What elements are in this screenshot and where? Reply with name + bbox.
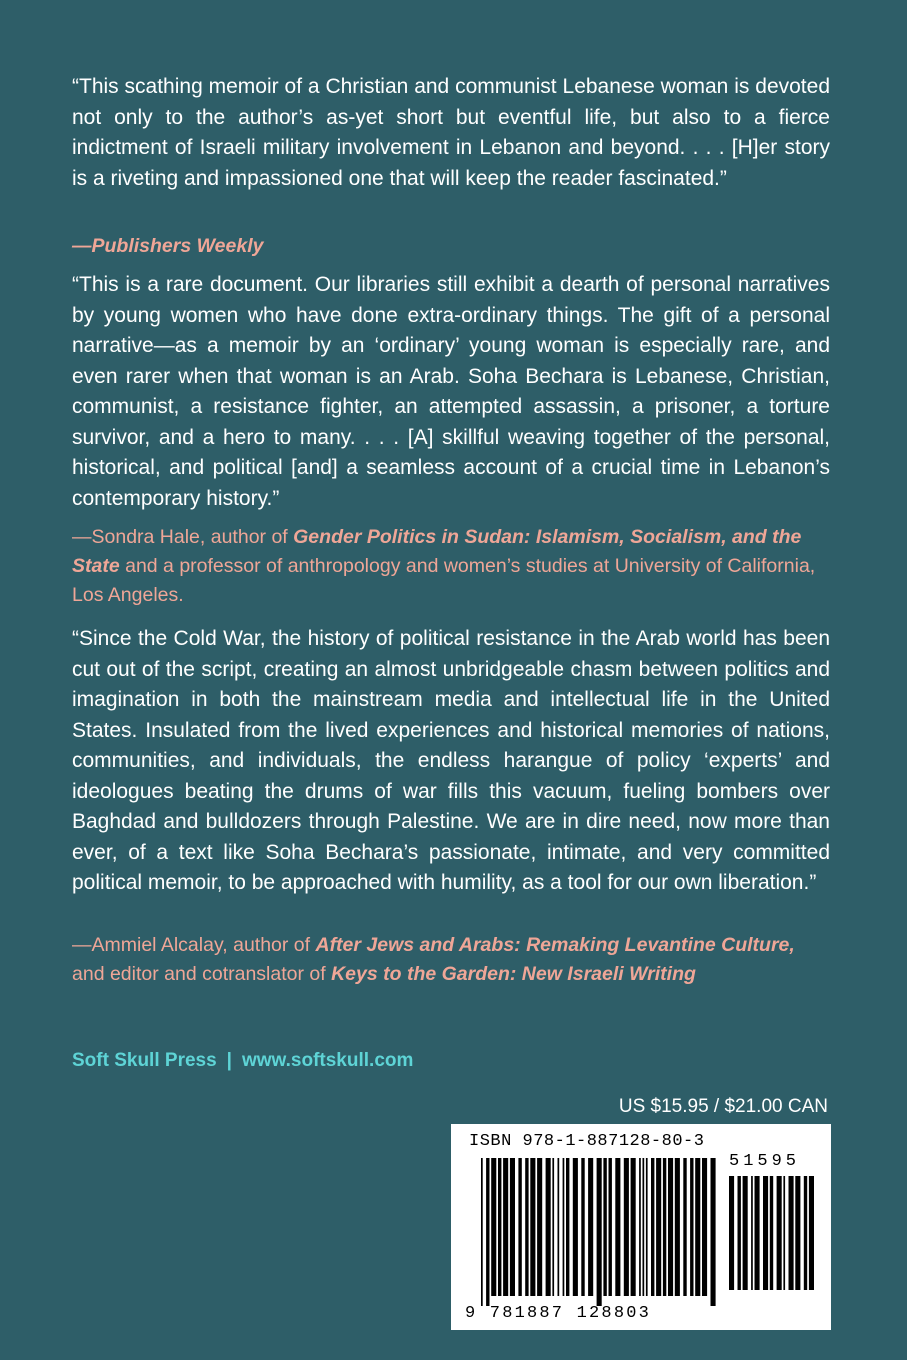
attribution-prefix: —Sondra Hale, author of — [72, 526, 294, 548]
book-title: Gender Politics in Sudan: Islamism, Socialism, and the State — [72, 526, 802, 577]
quote-ammiel-alcalay: “Since the Cold War, the history of political resistance in the Arab world has been cut out of the script, creating an almost unbridgeable chasm between politics and imagination in both the mainstream media and intellectual life in the United States. Insulated from the lived experiences and historical memories of nations, communities, and individuals, the endless harangue of policy ‘experts’ and ideologues beating the drums of war fills this vacuum, fueling bombers over Baghdad and bulldozers through Palestine. We are in dire need, now more than ever, of a text like Soha Bechara’s passionate, intimate, and very committed political memoir, to be approached with humility, as a tool for our own liberation.” — [72, 627, 830, 894]
barcode-bar — [530, 1158, 535, 1296]
barcode-bar — [804, 1176, 807, 1290]
barcode-bar — [558, 1158, 560, 1296]
barcode-bar — [573, 1158, 578, 1296]
barcode-bar — [783, 1176, 785, 1290]
barcode-bar — [609, 1158, 612, 1296]
barcode-bar — [588, 1158, 593, 1296]
publisher-name: Soft Skull Press — [72, 1050, 217, 1071]
publisher-url: www.softskull.com — [242, 1050, 414, 1071]
barcode-bar — [738, 1176, 741, 1290]
barcode-bar — [498, 1158, 501, 1296]
barcode-bar — [581, 1158, 584, 1296]
barcode-bar — [651, 1158, 654, 1296]
barcode-bar — [702, 1158, 707, 1296]
barcode-bar — [525, 1158, 528, 1296]
attribution-ammiel-alcalay — [72, 931, 830, 989]
barcode-bar — [690, 1158, 693, 1296]
barcode-main — [481, 1158, 721, 1306]
barcode-bar — [486, 1158, 489, 1306]
barcode-bar — [729, 1176, 734, 1290]
barcode-bar — [546, 1158, 551, 1296]
barcode-bar — [552, 1158, 554, 1296]
barcode-bar — [663, 1158, 666, 1296]
barcode-bar — [510, 1158, 515, 1296]
addon-digits: 51595 — [729, 1152, 801, 1171]
barcode-bar — [809, 1176, 814, 1290]
barcode-bar — [603, 1158, 606, 1296]
barcode-bar — [537, 1158, 542, 1296]
barcode-bar — [695, 1158, 700, 1296]
barcode-bar — [518, 1158, 521, 1296]
barcode-bar — [656, 1158, 661, 1296]
barcode-bar — [751, 1176, 753, 1290]
barcode-bar — [646, 1158, 648, 1296]
price: US $15.95 / $21.00 CAN — [618, 1096, 828, 1117]
quote-sondra-hale: “This is a rare document. Our libraries still exhibit a dearth of personal narratives by young women who have done extra-ordinary things. The gift of a personal narrative—as a memoir by an ‘ordinary’ young woman is especially rare, and even rarer when that woman is an Arab. Soha Bechara is Lebanese, Christian, communist, a resistance fighter, an attempted assassin, a prisoner, a torture survivor, and a hero to many. . . . [A] skillful weaving together of the personal, historical, and political [and] a seamless account of a crucial time in Lebanon’s contemporary history.” — [72, 273, 830, 510]
barcode-bar — [643, 1158, 645, 1296]
barcode-bar — [789, 1176, 794, 1290]
barcode-bar — [624, 1158, 629, 1296]
barcode-bar — [743, 1176, 748, 1290]
separator: | — [226, 1050, 232, 1071]
barcode-addon — [729, 1176, 825, 1300]
barcode-bar — [675, 1158, 680, 1296]
barcode-bar — [597, 1158, 602, 1306]
book-title: Keys to the Garden: New Israeli Writing — [331, 963, 696, 985]
barcode-bar — [615, 1158, 620, 1296]
attribution-middle: and editor and cotranslator of — [72, 963, 332, 985]
barcode-bar — [683, 1158, 686, 1296]
barcode-bar — [755, 1176, 760, 1290]
barcode-bar — [503, 1158, 508, 1296]
barcode-bar — [763, 1176, 768, 1290]
attribution-suffix: and a professor of anthropology and women’s studies at University of California, Los Angeles. — [72, 555, 816, 606]
barcode-bar — [631, 1158, 636, 1296]
quote-publishers-weekly: “This scathing memoir of a Christian and communist Lebanese woman is devoted not only to the author’s as-yet short but eventful life, but also to a fierce indictment of Israeli military involvement in Lebanon and beyond. . . . [H]er story is a riveting and impassioned one that will keep the reader fascinated.” — [72, 75, 830, 190]
barcode-digits: 9 781887 128803 — [465, 1304, 652, 1323]
publisher-line — [72, 1050, 413, 1072]
barcode-bar — [639, 1158, 641, 1296]
barcode-bar — [777, 1176, 782, 1290]
barcode-bar — [491, 1158, 496, 1296]
barcode-box — [451, 1124, 831, 1330]
barcode-bar — [481, 1158, 483, 1306]
barcode-bar — [795, 1176, 800, 1290]
barcode-bar — [770, 1176, 773, 1290]
book-title: After Jews and Arabs: Remaking Levantine Culture, — [315, 934, 795, 956]
attribution-prefix: —Ammiel Alcalay, author of — [72, 934, 316, 956]
isbn-label: ISBN 978-1-887128-80-3 — [469, 1132, 705, 1151]
barcode-bar — [668, 1158, 673, 1296]
barcode-bar — [566, 1158, 569, 1296]
barcode-bar — [711, 1158, 716, 1306]
barcode-bar — [563, 1158, 565, 1296]
attribution-sondra-hale — [72, 523, 830, 610]
attribution-publishers-weekly: —Publishers Weekly — [72, 235, 264, 257]
